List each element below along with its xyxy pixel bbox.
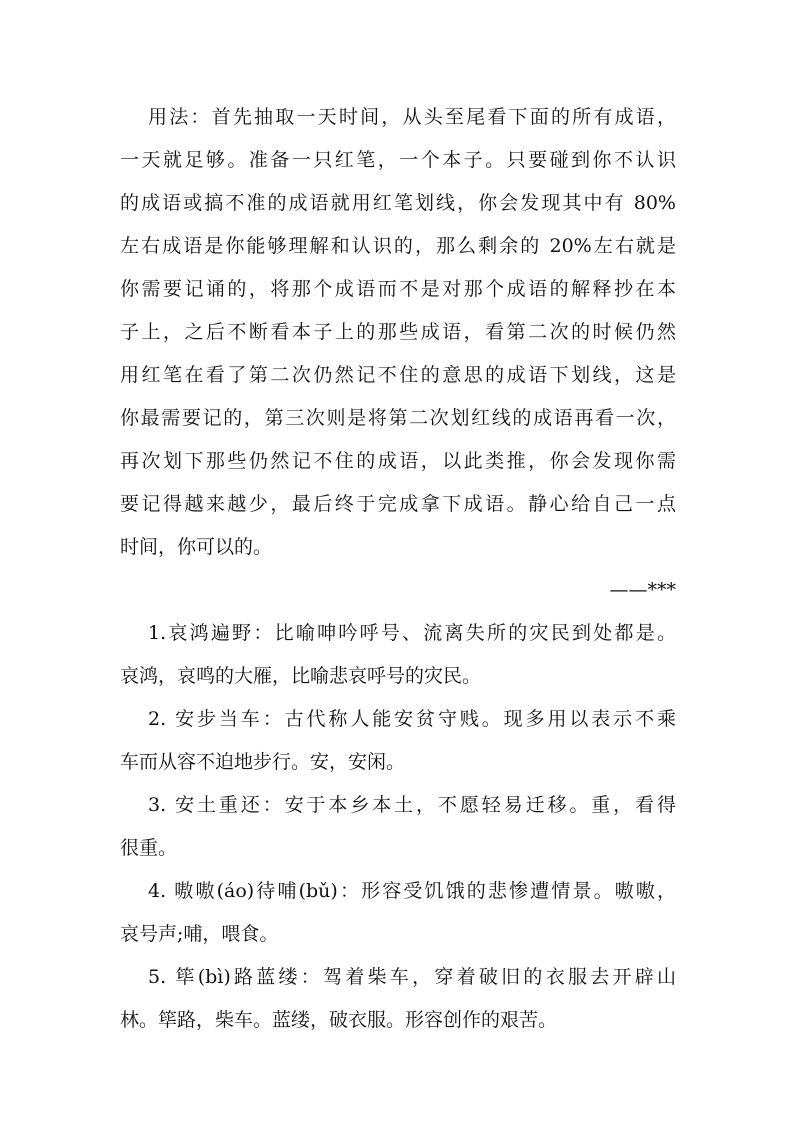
intro-line: 再次划下那些仍然记不住的成语，以此类推，你会发现你需 [120,450,676,472]
idiom-line: 5. 筚(bì)路蓝缕：驾着柴车，穿着破旧的衣服去开辟山 [148,966,676,988]
idiom-line: 2. 安步当车：古代称人能安贫守贱。现多用以表示不乘 [148,708,676,730]
intro-line: 你最需要记的，第三次则是将第二次划红线的成语再看一次， [120,407,676,429]
idiom-entry [120,877,676,949]
idiom-entry [120,705,676,777]
document-page [120,103,676,1049]
intro-line: 用红笔在看了第二次仍然记不住的意思的成语下划线，这是 [120,364,676,386]
intro-line: 左右成语是你能够理解和认识的，那么剩余的 20%左右就是 [120,235,676,257]
intro-line: 时间，你可以的。 [120,536,273,558]
intro-line: 要记得越来越少，最后终于完成拿下成语。静心给自己一点 [120,493,676,515]
idiom-entry [120,791,676,863]
idiom-line: 4. 嗷嗷(áo)待哺(bǔ)：形容受饥饿的悲惨遭情景。嗷嗷， [148,880,676,902]
idiom-line: 3. 安土重还：安于本乡本土，不愿轻易迁移。重，看得 [148,794,676,816]
idiom-entry [120,963,676,1035]
intro-line: 一天就足够。准备一只红笔，一个本子。只要碰到你不认识 [120,149,676,171]
idiom-entry [120,619,676,691]
idiom-line: 很重。 [120,837,178,859]
intro-line: 你需要记诵的，将那个成语而不是对那个成语的解释抄在本 [120,278,676,300]
intro-line: 用法：首先抽取一天时间，从头至尾看下面的所有成语， [148,106,676,128]
idiom-line: 哀号声;哺，喂食。 [120,923,279,945]
idiom-line: 车而从容不迫地步行。安，安闲。 [120,751,406,773]
intro-paragraph [120,103,676,605]
idiom-list [120,619,676,1035]
idiom-line: 林。筚路，柴车。蓝缕，破衣服。形容创作的艰苦。 [120,1009,558,1031]
intro-line: 子上，之后不断看本子上的那些成语，看第二次的时候仍然 [120,321,676,343]
signature: ——*** [609,579,676,601]
idiom-line: 哀鸿，哀鸣的大雁，比喻悲哀呼号的灾民。 [120,665,482,687]
intro-line: 的成语或搞不准的成语就用红笔划线，你会发现其中有 80% [120,192,676,214]
idiom-line: 1.哀鸿遍野：比喻呻吟呼号、流离失所的灾民到处都是。 [148,622,676,644]
